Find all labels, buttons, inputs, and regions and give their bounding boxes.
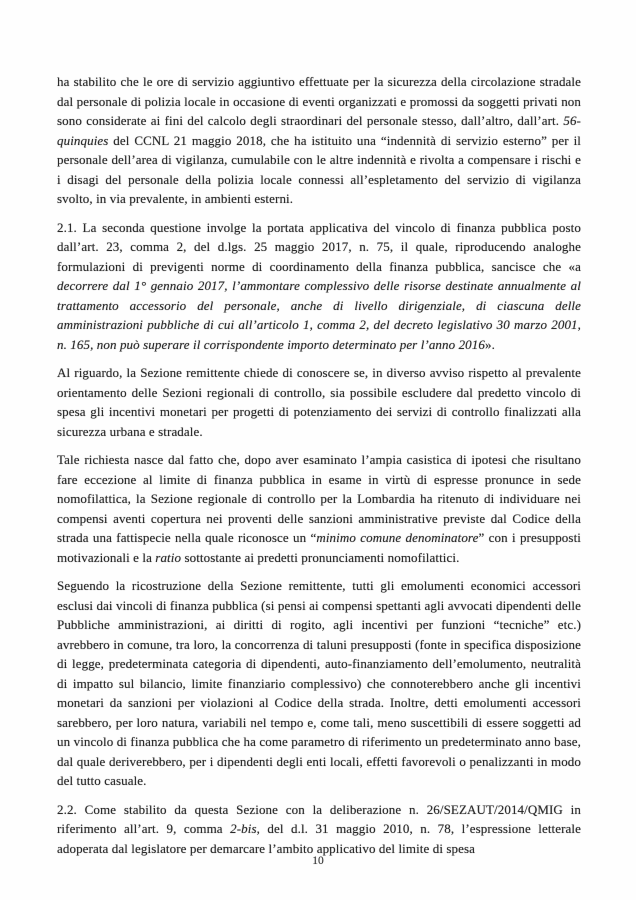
document-body	[57, 72, 581, 867]
paragraph-seguendo	[57, 576, 581, 791]
italic-text-segment: ratio	[155, 549, 182, 565]
text-segment: sottostante ai predetti pronunciamenti nomofilattici.	[181, 549, 460, 565]
paragraph-2-1	[57, 218, 581, 355]
text-segment: Tale richiesta nasce dal fatto che, dopo aver esaminato l’ampia casistica di ipotesi che risultano fare eccezione al limite di finanza pubblica in esame in virtù di espresse pronunce in sede nomofilattica, la Sezione regionale di controllo per la Lombardia ha ritenuto di individuare nei compensi aventi copertura nei proventi delle sanzioni amministrative previste dal Codice della strada una fattispecie nella quale riconosce un “	[57, 452, 581, 545]
text-segment: ».	[484, 336, 495, 352]
paragraph-2-2	[57, 800, 581, 859]
text-segment: , del d.l. 31 maggio 2010, n. 78, l’espressione letterale adoperata dal legislatore per demarcare l’ambito applicativo del limite di spesa	[57, 821, 581, 856]
text-segment: 2.1. La seconda questione involge la portata applicativa del vincolo di finanza pubblica posto dall’art. 23, comma 2, del d.lgs. 25 maggio 2017, n. 75, il quale, riproducendo analoghe formulazioni di previgenti norme di coordinamento della finanza pubblica, sancisce che «a	[57, 219, 581, 274]
text-segment: del CCNL 21 maggio 2018, che ha istituito una “indennità di servizio esterno” per il personale dell’area di vigilanza, cumulabile con le altre indennità e rivolta a compensare i rischi e i disagi del personale della polizia locale connessi all’espletamento del servizio di vigilanza svolto, in via prevalente, in ambienti esterni.	[57, 132, 581, 206]
paragraph-intro	[57, 72, 581, 209]
paragraph-al-riguardo	[57, 363, 581, 441]
italic-text-segment: decorrere dal 1° gennaio 2017, l’ammontare complessivo delle risorse destinate annualmente al trattamento accessorio del personale, anche di livello dirigenziale, di ciascuna delle amministrazioni pubbliche di cui all’articolo 1, comma 2, del decreto legislativo 30 marzo 2001, n. 165, non può superare il corrispondente importo determinato per l’anno 2016	[57, 278, 581, 352]
italic-text-segment: 2-bis	[230, 821, 257, 836]
text-segment: ha stabilito che le ore di servizio aggiuntivo effettuate per la sicurezza della circolazione stradale dal personale di polizia locale in occasione di eventi organizzati e promossi da soggetti privati non sono considerate ai fini del calcolo degli straordinari del personale stesso, dall’altro, dall’art.	[57, 74, 581, 128]
paragraph-tale-richiesta	[57, 450, 581, 567]
italic-text-segment: minimo comune denominatore	[316, 530, 479, 545]
text-segment: ” con i presupposti motivazionali e la	[57, 530, 581, 565]
page-number: 10	[312, 855, 324, 867]
text-segment: Al riguardo, la Sezione remittente chiede di conoscere se, in diverso avviso rispetto al prevalente orientamento delle Sezioni regionali di controllo, sia possibile escludere dal predetto vincolo di spesa gli incentivi monetari per progetti di potenziamento dei servizi di controllo finalizzati alla sicurezza urbana e stradale.	[57, 365, 581, 439]
text-segment: Seguendo la ricostruzione della Sezione remittente, tutti gli emolumenti economici accessori esclusi dai vincoli di finanza pubblica (si pensi ai compensi spettanti agli avvocati dipendenti delle Pubbliche amministrazioni, ai diritti di rogito, agli incentivi per funzioni “tecniche” etc.) avrebbero in comune, tra loro, la concorrenza di taluni presupposti (fonte in specifica disposizione di legge, predeterminata categoria di dipendenti, auto-finanziamento dell’emolumento, neutralità di impatto sul bilancio, limite finanziario complessivo) che connoterebbero anche gli incentivi monetari da sanzioni per violazioni al Codice della strada. Inoltre, detti emolumenti accessori sarebbero, per loro natura, variabili nel tempo e, come tali, meno suscettibili di essere soggetti ad un vincolo di finanza pubblica che ha come parametro di riferimento un predeterminato anno base, dal quale deriverebbero, per i dipendenti degli enti locali, effetti favorevoli o penalizzanti in modo del tutto casuale.	[57, 578, 581, 788]
text-segment: 2.2. Come stabilito da questa Sezione con la deliberazione n. 26/SEZAUT/2014/QMIG in riferimento all’art. 9, comma	[57, 801, 581, 836]
italic-text-segment: 56-quinquies	[57, 113, 581, 148]
